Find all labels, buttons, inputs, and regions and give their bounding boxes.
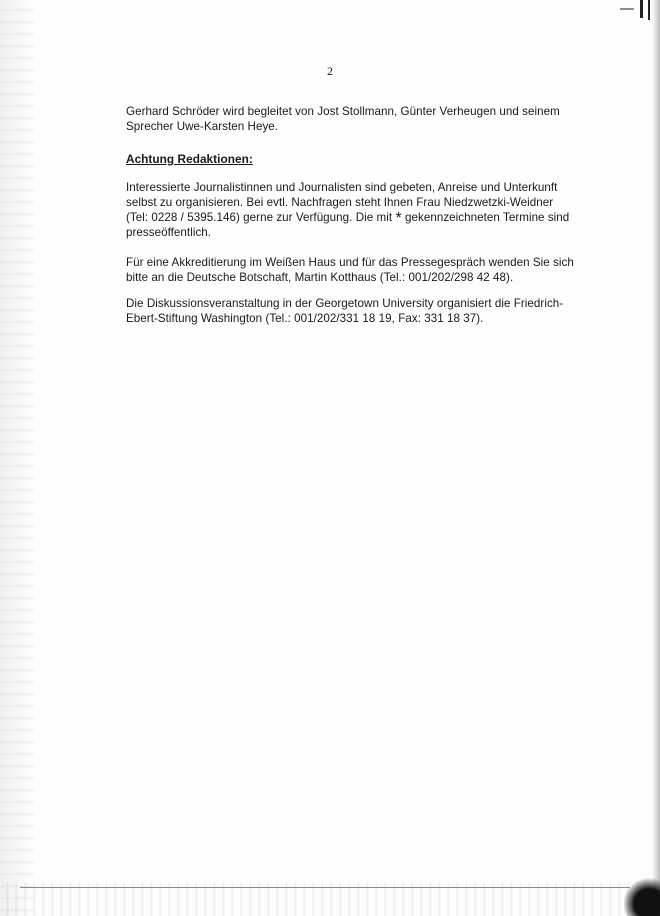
press-info-paragraph <box>126 180 570 240</box>
scan-line-bottom <box>20 887 630 888</box>
discussion-line-2: Ebert-Stiftung Washington (Tel.: 001/202/331 18 19, Fax: 331 18 37). <box>126 312 484 325</box>
section-heading: Achtung Redaktionen: <box>126 152 253 166</box>
intro-paragraph <box>126 104 560 134</box>
accreditation-paragraph <box>126 255 574 285</box>
discussion-line-1: Die Diskussionsveranstaltung in der Georgetown University organisiert die Friedrich- <box>126 297 564 310</box>
accreditation-line-1: Für eine Akkreditierung im Weißen Haus und für das Pressegespräch wenden Sie sich <box>126 256 574 269</box>
press-info-line-2: selbst zu organisieren. Bei evtl. Nachfragen steht Ihnen Frau Niedzwetzki-Weidner <box>126 196 554 209</box>
scan-edge-left <box>0 0 34 916</box>
discussion-paragraph <box>126 296 564 326</box>
press-info-line-1: Interessierte Journalistinnen und Journalisten sind gebeten, Anreise und Unterkunft <box>126 181 558 194</box>
scan-corner-mark-top-right <box>610 0 654 22</box>
accreditation-line-2: bitte an die Deutsche Botschaft, Martin Kotthaus (Tel.: 001/202/298 42 48). <box>126 271 514 284</box>
scan-edge-right <box>652 0 660 916</box>
press-info-line-3-start: (Tel: 0228 / 5395.146) gerne zur Verfügung. Die mit <box>126 211 393 224</box>
intro-line-2: Sprecher Uwe-Karsten Heye. <box>126 120 279 133</box>
press-info-line-3-end: gekennzeichneten Termine sind <box>405 211 570 224</box>
asterisk-marker: * <box>395 210 402 227</box>
intro-line-1: Gerhard Schröder wird begleitet von Jost Stollmann, Günter Verheugen und seinem <box>126 105 560 118</box>
press-info-line-4: presseöffentlich. <box>126 226 212 239</box>
page-number: 2 <box>327 64 333 78</box>
scan-corner-mark-bottom-right <box>624 876 660 916</box>
press-info-line-3 <box>126 210 570 227</box>
